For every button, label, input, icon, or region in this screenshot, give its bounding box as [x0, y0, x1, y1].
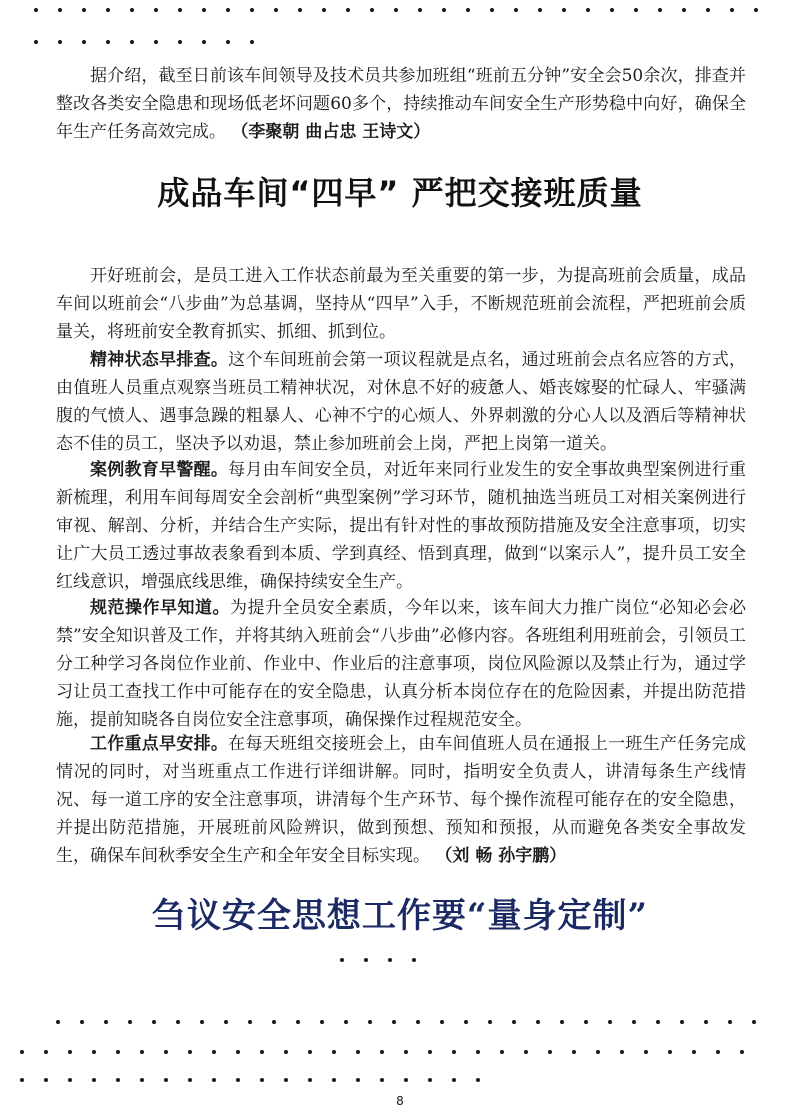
dot	[466, 8, 470, 12]
dot	[44, 1050, 48, 1054]
dot	[560, 1020, 564, 1024]
dot	[442, 8, 446, 12]
dot	[440, 1020, 444, 1024]
dot	[584, 1020, 588, 1024]
dot	[404, 1078, 408, 1082]
dot	[340, 958, 344, 962]
dot	[104, 1020, 108, 1024]
section-heading: 规范操作早知道。	[90, 598, 230, 618]
dot	[44, 1078, 48, 1082]
bottom-dotted-line-2	[20, 1048, 780, 1058]
dot	[380, 1050, 384, 1054]
dot	[754, 8, 758, 12]
dot	[452, 1078, 456, 1082]
dot	[58, 8, 62, 12]
title-dotted-line	[340, 956, 440, 966]
dot	[212, 1050, 216, 1054]
dot	[296, 1020, 300, 1024]
dot	[632, 1020, 636, 1024]
dot	[524, 1050, 528, 1054]
dot	[706, 8, 710, 12]
dot	[188, 1078, 192, 1082]
dot	[80, 1020, 84, 1024]
dot	[202, 8, 206, 12]
dot	[668, 1050, 672, 1054]
dot	[116, 1078, 120, 1082]
dot	[370, 8, 374, 12]
dot	[620, 1050, 624, 1054]
dot	[106, 40, 110, 44]
dot	[140, 1078, 144, 1082]
dot	[658, 8, 662, 12]
dot	[128, 1020, 132, 1024]
dot	[20, 1050, 24, 1054]
dot	[452, 1050, 456, 1054]
dot	[704, 1020, 708, 1024]
dot	[58, 40, 62, 44]
dot	[488, 1020, 492, 1024]
dot	[476, 1050, 480, 1054]
dot	[392, 1020, 396, 1024]
dot	[152, 1020, 156, 1024]
dot	[412, 958, 416, 962]
top-paragraph-text: 据介绍，截至日前该车间领导及技术员共参加班组“班前五分钟”安全会50余次，排查并整改各类安全隐患和现场低老坏问题60多个，持续推动车间安全生产形势稳中向好，确保全年生产任务高效完成。	[56, 66, 746, 142]
dot	[500, 1050, 504, 1054]
dot	[586, 8, 590, 12]
dot	[82, 40, 86, 44]
dot	[200, 1020, 204, 1024]
dot	[428, 1078, 432, 1082]
dot	[322, 8, 326, 12]
dot	[248, 1020, 252, 1024]
dot	[418, 8, 422, 12]
dot	[716, 1050, 720, 1054]
dot	[752, 1020, 756, 1024]
dot	[634, 8, 638, 12]
article2-title: 刍议安全思想工作要“量身定制”	[151, 896, 649, 936]
dot	[682, 8, 686, 12]
top-dotted-line-2	[34, 38, 274, 48]
article1-title: 成品车间“四早” 严把交接班质量	[157, 174, 643, 212]
dot	[164, 1078, 168, 1082]
dot	[212, 1078, 216, 1082]
dot	[154, 8, 158, 12]
dot	[464, 1020, 468, 1024]
dot	[356, 1078, 360, 1082]
top-paragraph	[56, 62, 746, 146]
section-body: 为提升全员安全素质，今年以来，该车间大力推广岗位“必知必会必禁”安全知识普及工作，并将其纳入班前会“八步曲”必修内容。各班组利用班前会，引领员工分工种学习各岗位作业前、作业中、作业后的注意事项，岗位风险源以及禁止行为，通过学习让员工查找工作中可能存在的安全隐患，认真分析本岗位存在的危险因素，并提出防范措施，提前知晓各自岗位安全注意事项，确保操作过程规范安全。	[56, 598, 746, 730]
dot	[608, 1020, 612, 1024]
section-body: 每月由车间安全员，对近年来同行业发生的安全事故典型案例进行重新梳理，利用车间每周安全会剖析“典型案例”学习环节，随机抽选当班员工对相关案例进行审视、解剖、分析，并结合生产实际，提出有针对性的事故预防措施及安全注意事项，切实让广大员工透过事故表象看到本质、学到真经、悟到真理，做到“以案示人”，提升员工安全红线意识，增强底线思维，确保持续安全生产。	[56, 460, 747, 592]
dot	[368, 1020, 372, 1024]
dot	[562, 8, 566, 12]
dot	[34, 40, 38, 44]
dot	[116, 1050, 120, 1054]
section-heading: 精神状态早排查。	[90, 350, 229, 370]
dot	[176, 1020, 180, 1024]
dot	[260, 1050, 264, 1054]
dot	[416, 1020, 420, 1024]
dot	[364, 958, 368, 962]
dot	[332, 1078, 336, 1082]
article1-section-4	[56, 730, 746, 870]
dot	[236, 1078, 240, 1082]
dot	[514, 8, 518, 12]
dot	[284, 1078, 288, 1082]
dot	[380, 1078, 384, 1082]
dot	[178, 8, 182, 12]
dot	[284, 1050, 288, 1054]
dot	[178, 40, 182, 44]
dot	[130, 40, 134, 44]
bottom-dotted-line-3	[20, 1076, 510, 1086]
dot	[226, 8, 230, 12]
dot	[202, 40, 206, 44]
dot	[154, 40, 158, 44]
dot	[692, 1050, 696, 1054]
article1-section-1	[56, 346, 746, 458]
dot	[728, 1020, 732, 1024]
bottom-dotted-line-1	[56, 1018, 776, 1028]
dot	[68, 1050, 72, 1054]
dot	[610, 8, 614, 12]
dot	[356, 1050, 360, 1054]
dot	[68, 1078, 72, 1082]
dot	[394, 8, 398, 12]
top-paragraph-authors: （李聚朝 曲占忠 王诗文）	[231, 122, 431, 142]
dot	[388, 958, 392, 962]
dot	[548, 1050, 552, 1054]
dot	[20, 1078, 24, 1082]
dot	[298, 8, 302, 12]
dot	[274, 8, 278, 12]
dot	[476, 1078, 480, 1082]
dot	[740, 1050, 744, 1054]
dot	[226, 40, 230, 44]
dot	[730, 8, 734, 12]
dot	[308, 1078, 312, 1082]
dot	[308, 1050, 312, 1054]
section-heading: 案例教育早警醒。	[90, 460, 229, 480]
dot	[92, 1078, 96, 1082]
dot	[224, 1020, 228, 1024]
dot	[106, 8, 110, 12]
dot	[596, 1050, 600, 1054]
dot	[272, 1020, 276, 1024]
article1-authors: （刘 畅 孙宇鹏）	[435, 846, 567, 866]
article1-section-3	[56, 594, 746, 734]
dot	[140, 1050, 144, 1054]
article1-section-2	[56, 456, 746, 596]
dot	[490, 8, 494, 12]
dot	[572, 1050, 576, 1054]
page-number: 8	[396, 1094, 404, 1108]
dot	[82, 8, 86, 12]
dot	[346, 8, 350, 12]
dot	[680, 1020, 684, 1024]
top-dotted-line-1	[34, 6, 794, 16]
dot	[538, 8, 542, 12]
dot	[188, 1050, 192, 1054]
dot	[404, 1050, 408, 1054]
dot	[56, 1020, 60, 1024]
dot	[536, 1020, 540, 1024]
dot	[130, 8, 134, 12]
dot	[512, 1020, 516, 1024]
section-heading: 工作重点早安排。	[90, 734, 229, 754]
article1-intro: 开好班前会，是员工进入工作状态前最为至关重要的第一步，为提高班前会质量，成品车间以班前会“八步曲”为总基调，坚持从“四早”入手，不断规范班前会流程，严把班前会质量关，将班前安全教育抓实、抓细、抓到位。	[56, 266, 746, 342]
dot	[644, 1050, 648, 1054]
dot	[250, 8, 254, 12]
dot	[332, 1050, 336, 1054]
dot	[34, 8, 38, 12]
dot	[656, 1020, 660, 1024]
dot	[164, 1050, 168, 1054]
dot	[344, 1020, 348, 1024]
dot	[260, 1078, 264, 1082]
section-body: 这个车间班前会第一项议程就是点名，通过班前会点名应答的方式，由值班人员重点观察当班员工精神状况，对休息不好的疲惫人、婚丧嫁娶的忙碌人、牢骚满腹的气愤人、遇事急躁的粗暴人、心神不宁的心烦人、外界刺激的分心人以及酒后等精神状态不佳的员工，坚决予以劝退，禁止参加班前会上岗，严把上岗第一道关。	[56, 350, 747, 454]
dot	[250, 40, 254, 44]
dot	[428, 1050, 432, 1054]
dot	[92, 1050, 96, 1054]
dot	[320, 1020, 324, 1024]
dot	[236, 1050, 240, 1054]
section-body: 在每天班组交接班会上，由车间值班人员在通报上一班生产任务完成情况的同时，对当班重点工作进行详细讲解。同时，指明安全负责人，讲清每条生产线情况、每一道工序的安全注意事项，讲清每个生产环节、每个操作流程可能存在的安全隐患，并提出防范措施，开展班前风险辨识，做到预想、预知和预报，从而避免各类安全事故发生，确保车间秋季安全生产和全年安全目标实现。	[56, 734, 747, 866]
